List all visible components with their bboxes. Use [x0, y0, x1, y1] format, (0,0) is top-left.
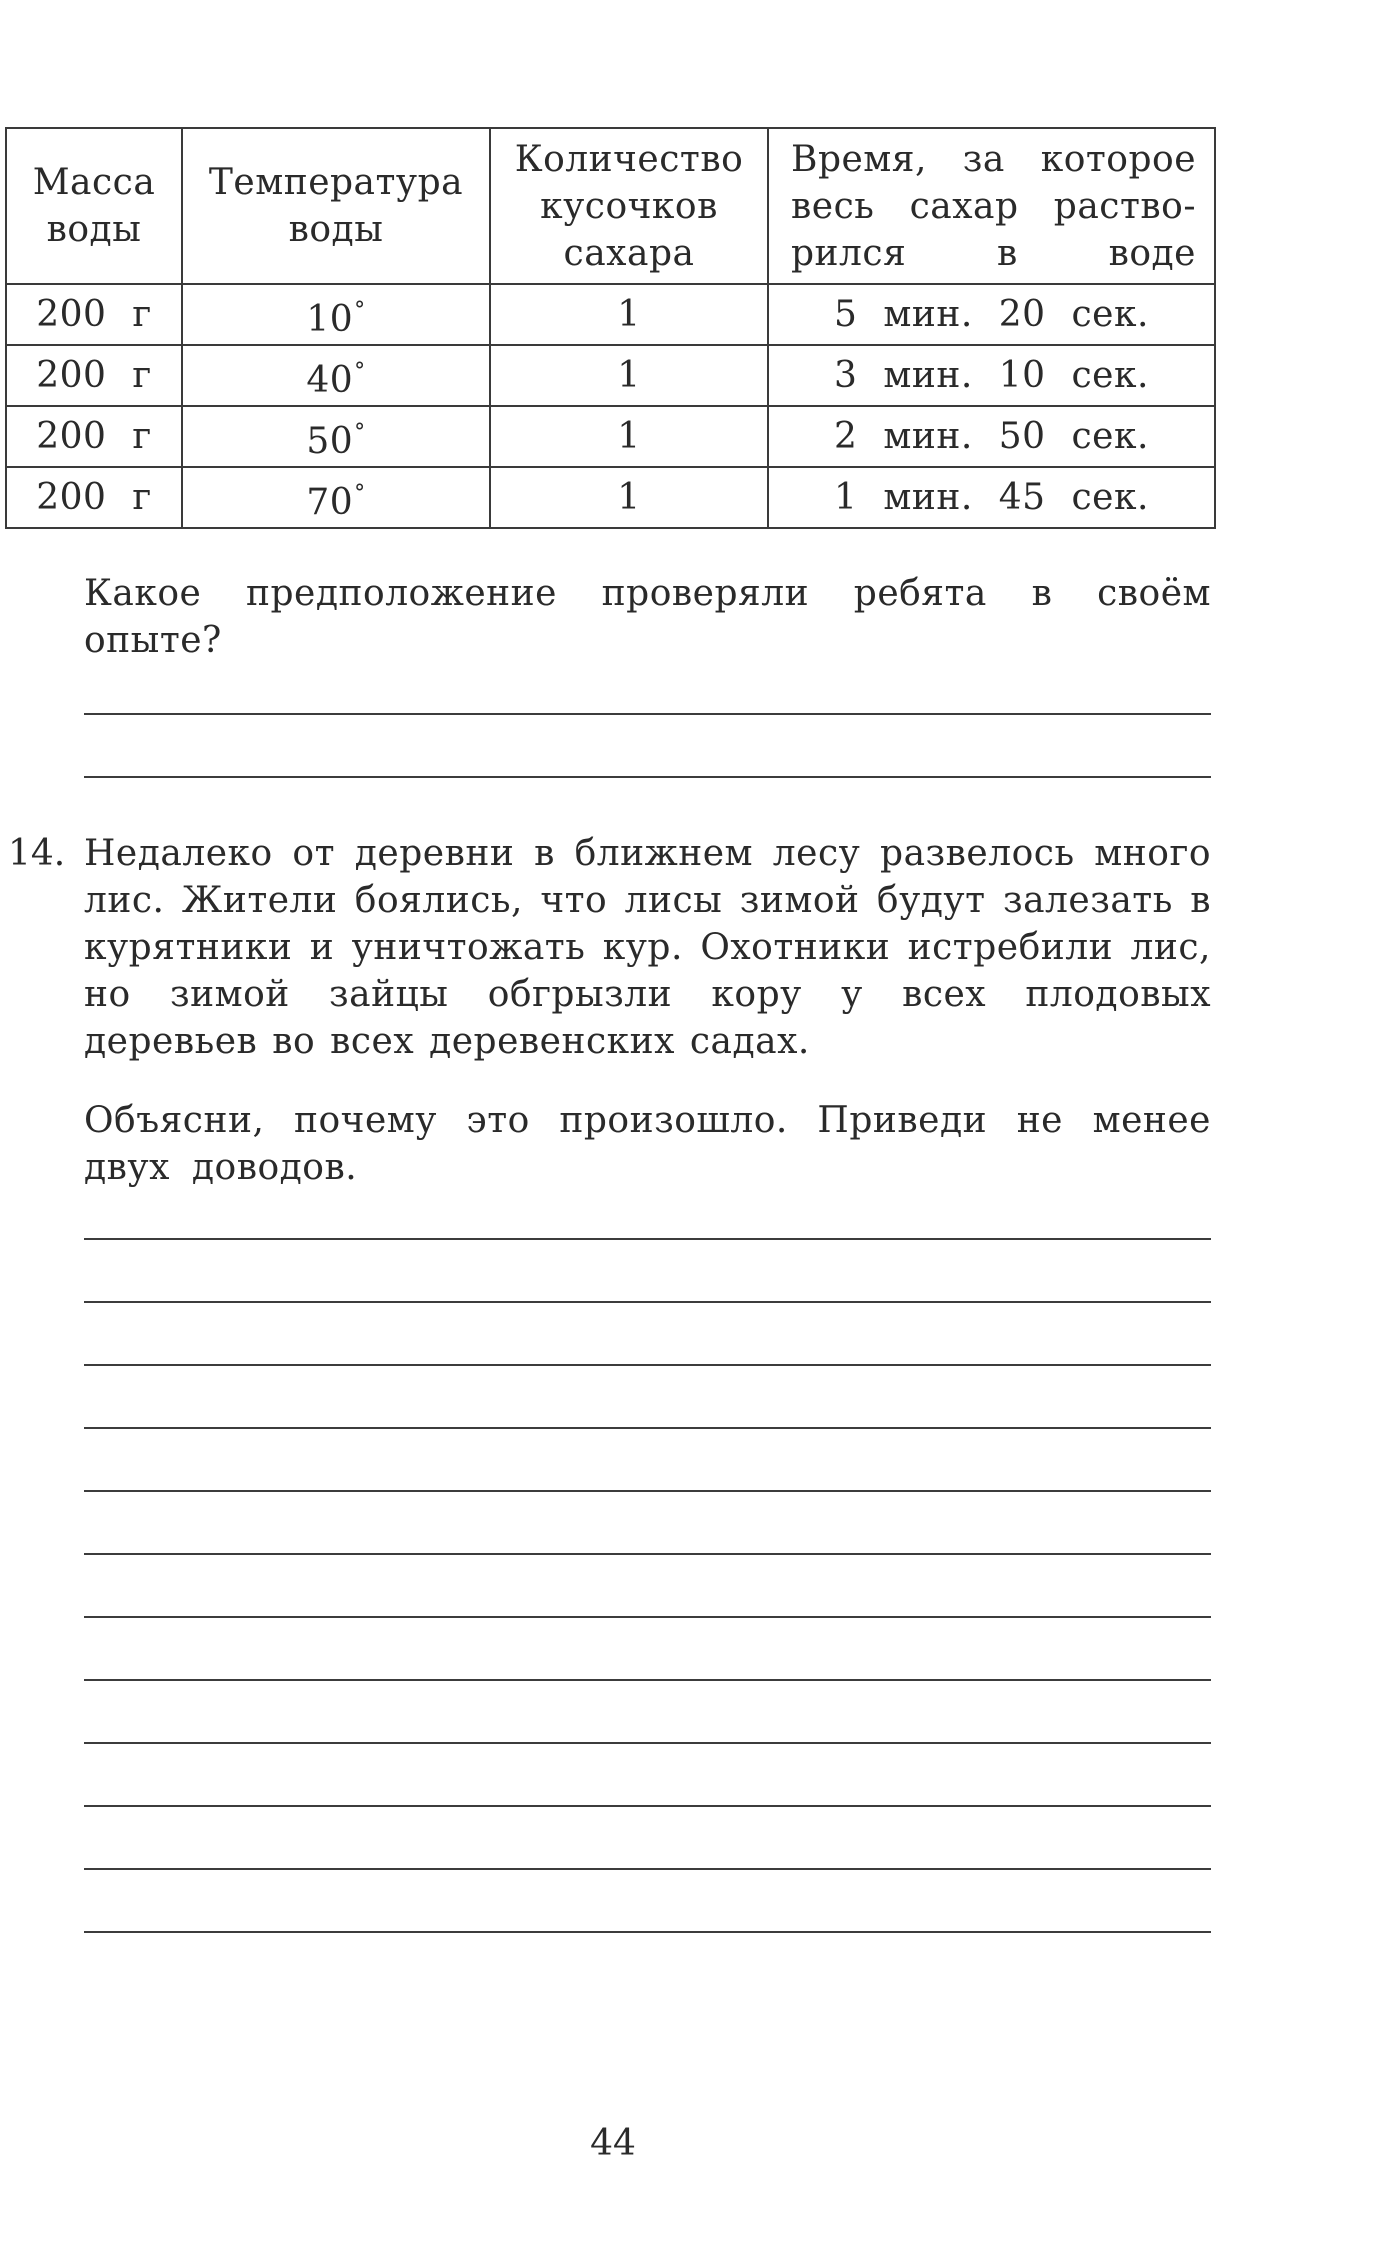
answer-line[interactable] — [84, 1679, 1211, 1681]
cell-temperature — [182, 467, 490, 528]
header-count-line: кусочков — [540, 185, 718, 227]
cell-temperature — [182, 345, 490, 406]
cell-time: 3 мин. 10 сек. — [768, 345, 1215, 406]
degree-sign: ° — [354, 419, 366, 445]
question-13-text: Какое предположение проверяли ребята в своём опыте? — [84, 573, 1211, 661]
answer-line[interactable] — [84, 713, 1211, 715]
cell-count: 1 — [490, 467, 768, 528]
task-14-text: Недалеко от деревни в ближнем лесу развелось много лис. Жители боялись, что лисы зимой будут залезать в курятники и уничтожать кур. Охотники истребили лис, но зимой зайцы обгрызли кору у всех плодовых деревьев во всех деревенских садах. — [84, 833, 1211, 1062]
table-header-row — [6, 128, 1215, 284]
answer-line[interactable] — [84, 1616, 1211, 1618]
cell-time: 2 мин. 50 сек. — [768, 406, 1215, 467]
table-row — [6, 467, 1215, 528]
answer-line[interactable] — [84, 1742, 1211, 1744]
header-time-line: рился в воде — [791, 232, 1196, 274]
experiment-table — [5, 127, 1216, 529]
header-mass-line: воды — [46, 209, 142, 250]
cell-mass: 200 г — [6, 345, 182, 406]
answer-line[interactable] — [84, 1868, 1211, 1870]
header-water-temperature — [182, 128, 490, 284]
answer-line[interactable] — [84, 1364, 1211, 1366]
task-14-question: Объясни, почему это произошло. Приведи не менее двух доводов. — [84, 1100, 1211, 1188]
temperature-value: 50 — [306, 420, 354, 462]
cell-temperature — [182, 284, 490, 345]
page-number: 44 — [590, 2123, 636, 2164]
cell-mass: 200 г — [6, 284, 182, 345]
answer-line[interactable] — [84, 1805, 1211, 1807]
task-number: 14. — [8, 833, 66, 874]
cell-temperature — [182, 406, 490, 467]
header-temp-line: воды — [288, 209, 384, 250]
degree-sign: ° — [354, 297, 366, 323]
table-row — [6, 345, 1215, 406]
header-water-mass — [6, 128, 182, 284]
degree-sign: ° — [354, 480, 366, 506]
header-temp-line: Температура — [208, 162, 464, 203]
cell-time: 5 мин. 20 сек. — [768, 284, 1215, 345]
cell-count: 1 — [490, 284, 768, 345]
header-time-line: весь сахар раство- — [791, 185, 1196, 227]
answer-line[interactable] — [84, 1553, 1211, 1555]
answer-line[interactable] — [84, 1490, 1211, 1492]
temperature-value: 70 — [306, 481, 354, 523]
header-count-line: сахара — [563, 232, 695, 274]
header-count-line: Количество — [514, 138, 744, 180]
cell-count: 1 — [490, 406, 768, 467]
degree-sign: ° — [354, 358, 366, 384]
answer-line[interactable] — [84, 1238, 1211, 1240]
header-sugar-count — [490, 128, 768, 284]
cell-mass: 200 г — [6, 406, 182, 467]
header-time-line: Время, за которое — [791, 138, 1196, 180]
header-mass-line: Масса — [32, 162, 156, 203]
answer-line[interactable] — [84, 776, 1211, 778]
answer-line[interactable] — [84, 1301, 1211, 1303]
header-dissolve-time — [768, 128, 1215, 284]
cell-count: 1 — [490, 345, 768, 406]
cell-time: 1 мин. 45 сек. — [768, 467, 1215, 528]
temperature-value: 10 — [306, 298, 354, 340]
answer-line[interactable] — [84, 1931, 1211, 1933]
temperature-value: 40 — [306, 359, 354, 401]
cell-mass: 200 г — [6, 467, 182, 528]
table-row — [6, 406, 1215, 467]
answer-line[interactable] — [84, 1427, 1211, 1429]
table-row — [6, 284, 1215, 345]
